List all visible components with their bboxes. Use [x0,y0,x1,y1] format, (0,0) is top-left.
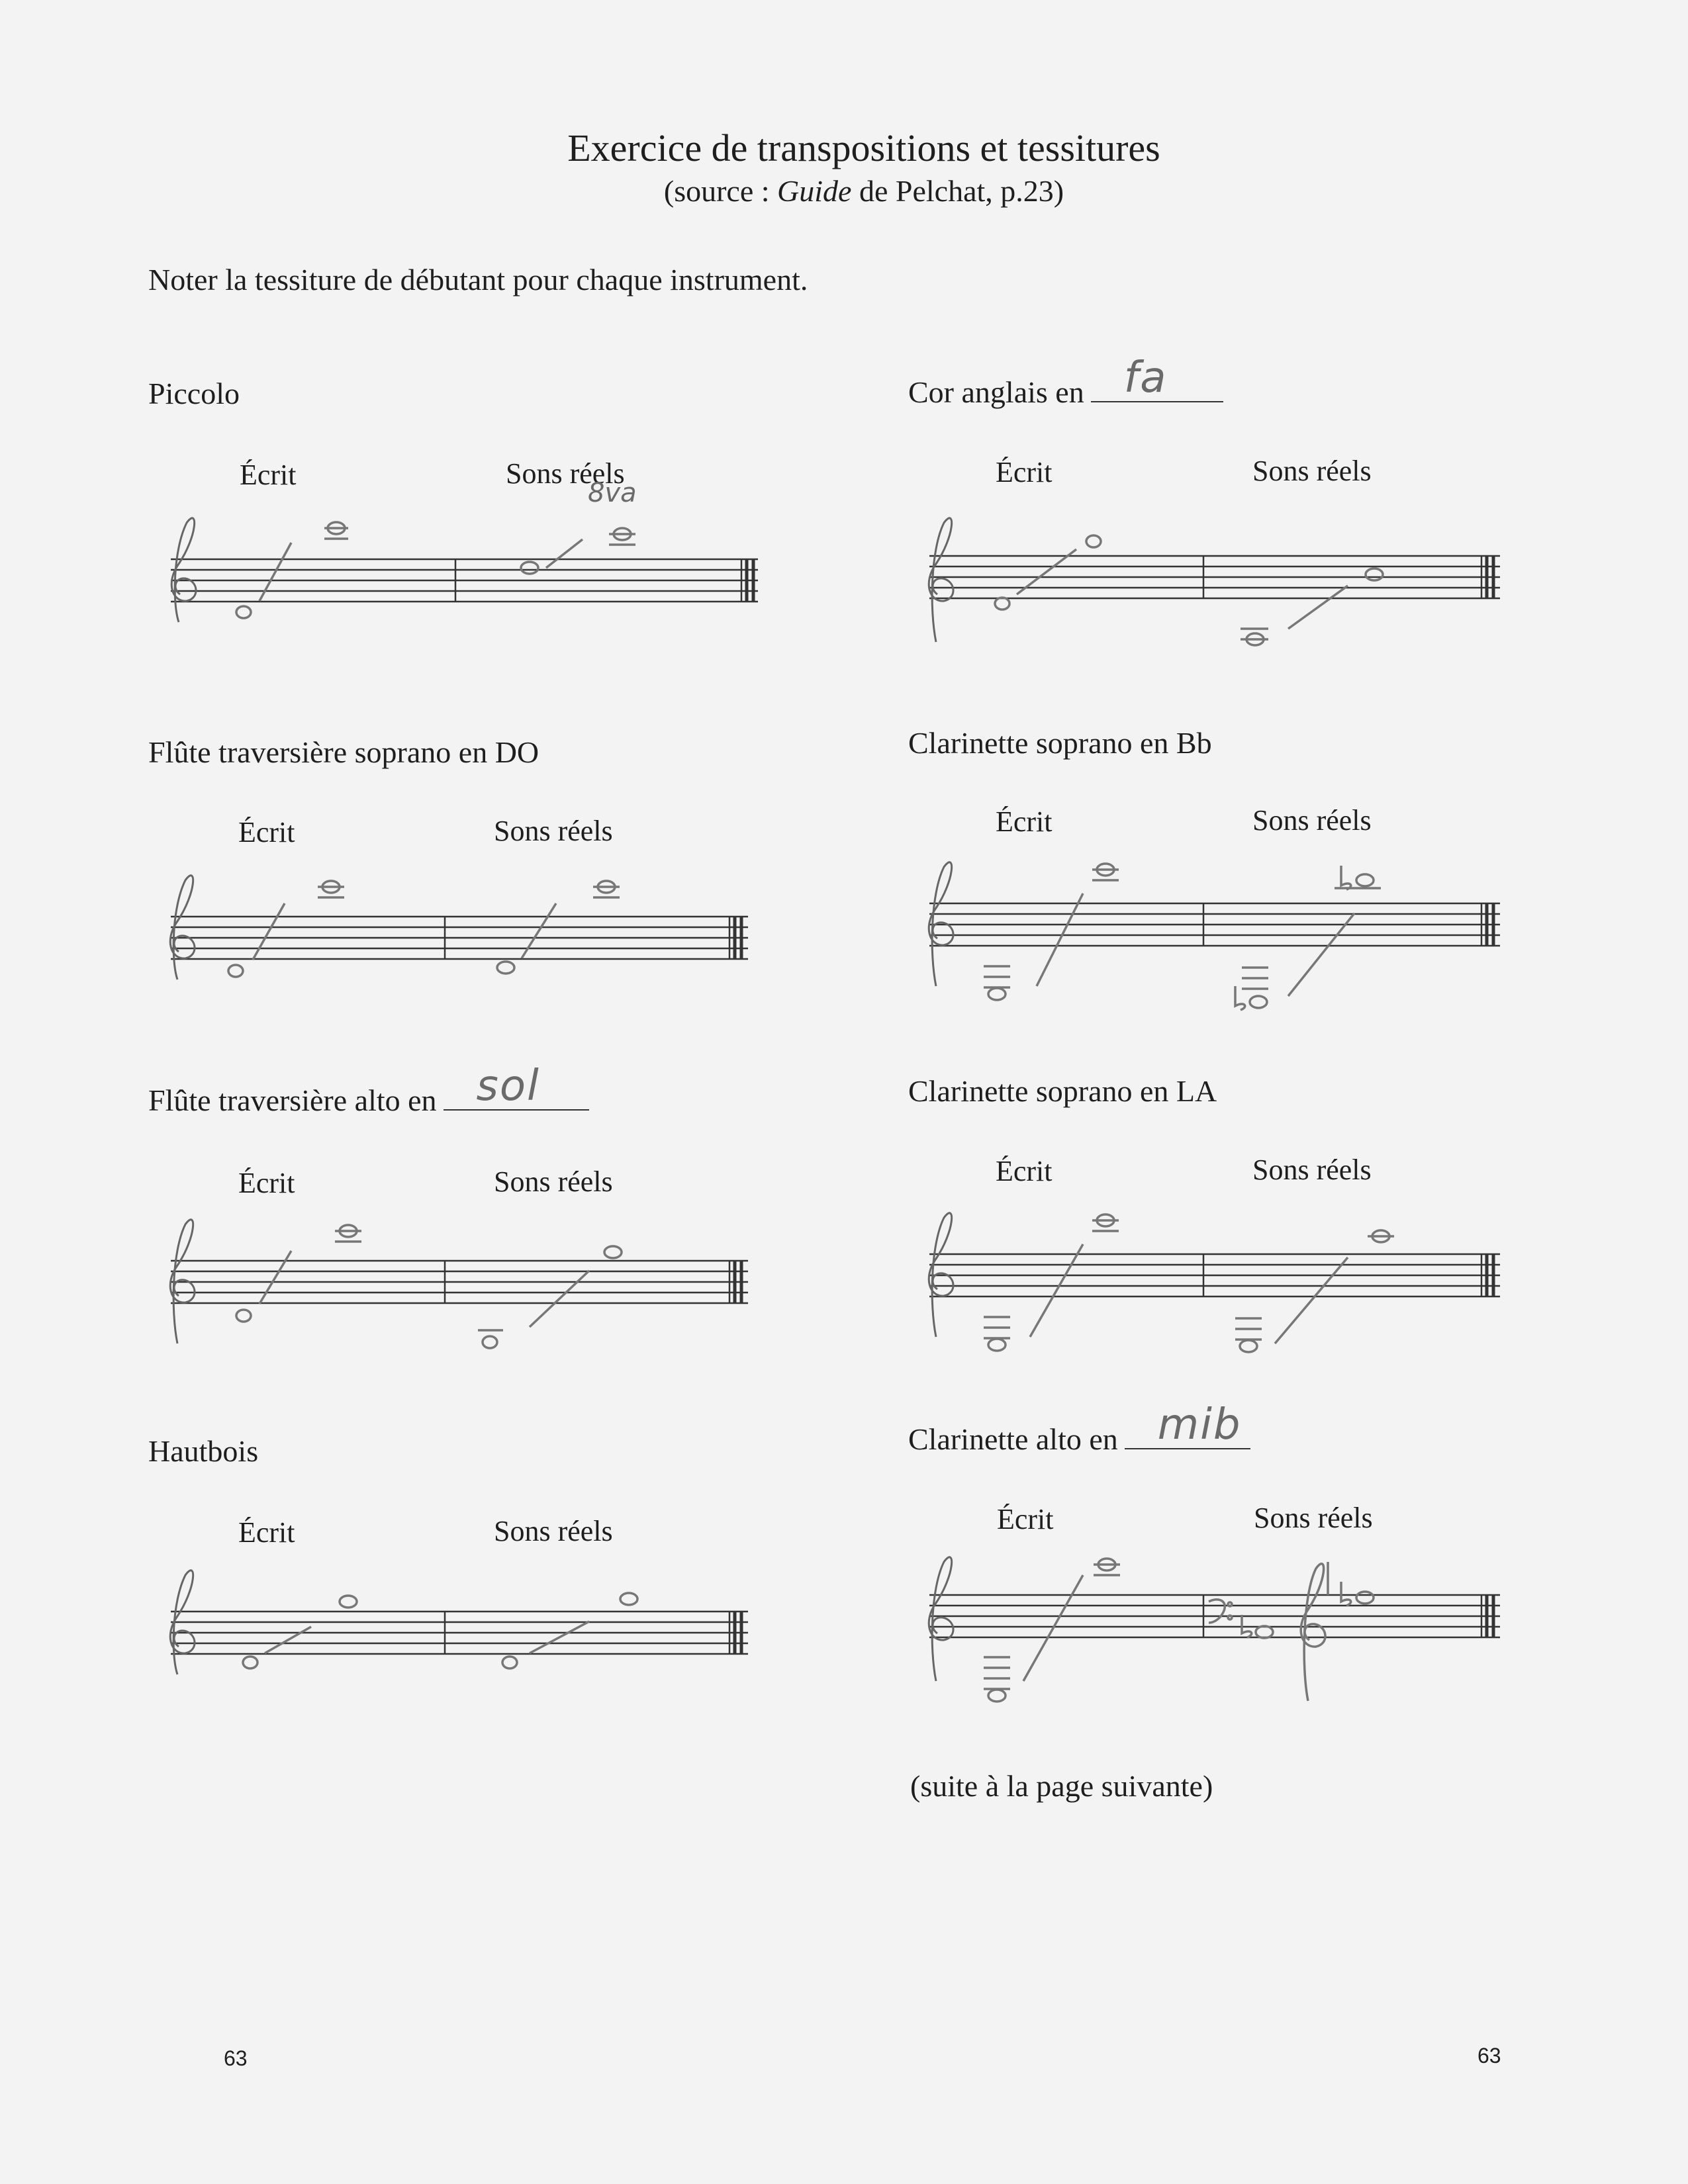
music-staff-clarinette-la [917,1205,1526,1370]
sounding-label: Sons réels [494,1165,613,1198]
page-number-left: 63 [224,2046,248,2070]
instrument-name-cor-anglais [908,353,1223,410]
sounding-label: Sons réels [1254,1502,1373,1534]
instrument-label: Cor anglais en [908,375,1084,409]
source-citation [0,173,1688,208]
transposition-blank [1125,1400,1250,1449]
handwritten-answer: fa [1123,353,1168,402]
music-staff-flute-alto [159,1211,768,1363]
written-label: Écrit [996,1155,1053,1187]
source-prefix: (source : [663,174,778,208]
page-number-right: 63 [1477,2044,1501,2068]
sounding-label: Sons réels [1252,455,1372,487]
instrument-name-flute-soprano: Flûte traversière soprano en DO [148,735,539,769]
written-label: Écrit [240,459,297,491]
written-label: Écrit [996,805,1053,838]
transposition-blank [1091,353,1223,402]
instrument-name-piccolo: Piccolo [148,377,240,410]
continued-note: (suite à la page suivante) [910,1769,1213,1803]
source-book-title: Guide [777,174,852,208]
instrument-name-flute-alto [148,1062,589,1118]
written-label: Écrit [997,1503,1054,1535]
music-staff-hautbois [159,1562,768,1694]
instrument-name-clarinette-bb: Clarinette soprano en Bb [908,726,1212,760]
instruction-text: Noter la tessiture de débutant pour chaque instrument. [148,263,808,296]
music-staff-clarinette-alto [917,1549,1526,1721]
written-label: Écrit [996,456,1053,488]
handwritten-answer: mib [1157,1400,1242,1449]
music-staff-clarinette-bb [917,854,1526,1019]
music-staff-cor-anglais [917,510,1526,662]
instrument-name-hautbois: Hautbois [148,1434,259,1468]
sounding-label: Sons réels [494,1515,613,1547]
source-suffix: de Pelchat, p.23) [851,174,1064,208]
instrument-name-clarinette-alto [908,1400,1250,1457]
handwritten-answer: sol [476,1062,540,1111]
instrument-name-clarinette-la: Clarinette soprano en LA [908,1074,1217,1108]
octave-annotation: 8va [588,478,637,508]
instrument-label: Clarinette alto en [908,1422,1118,1456]
music-staff-flute-soprano [159,867,768,999]
sounding-label: Sons réels [506,457,625,490]
sounding-label: Sons réels [1252,804,1372,837]
sounding-label: Sons réels [494,815,613,847]
written-label: Écrit [238,1516,295,1549]
sounding-label: Sons réels [1252,1154,1372,1186]
written-label: Écrit [238,816,295,848]
page-title: Exercice de transpositions et tessitures [567,126,1160,169]
instrument-label: Flûte traversière alto en [148,1083,437,1117]
transposition-blank [444,1062,589,1111]
music-staff-piccolo [159,510,768,662]
written-label: Écrit [238,1167,295,1199]
